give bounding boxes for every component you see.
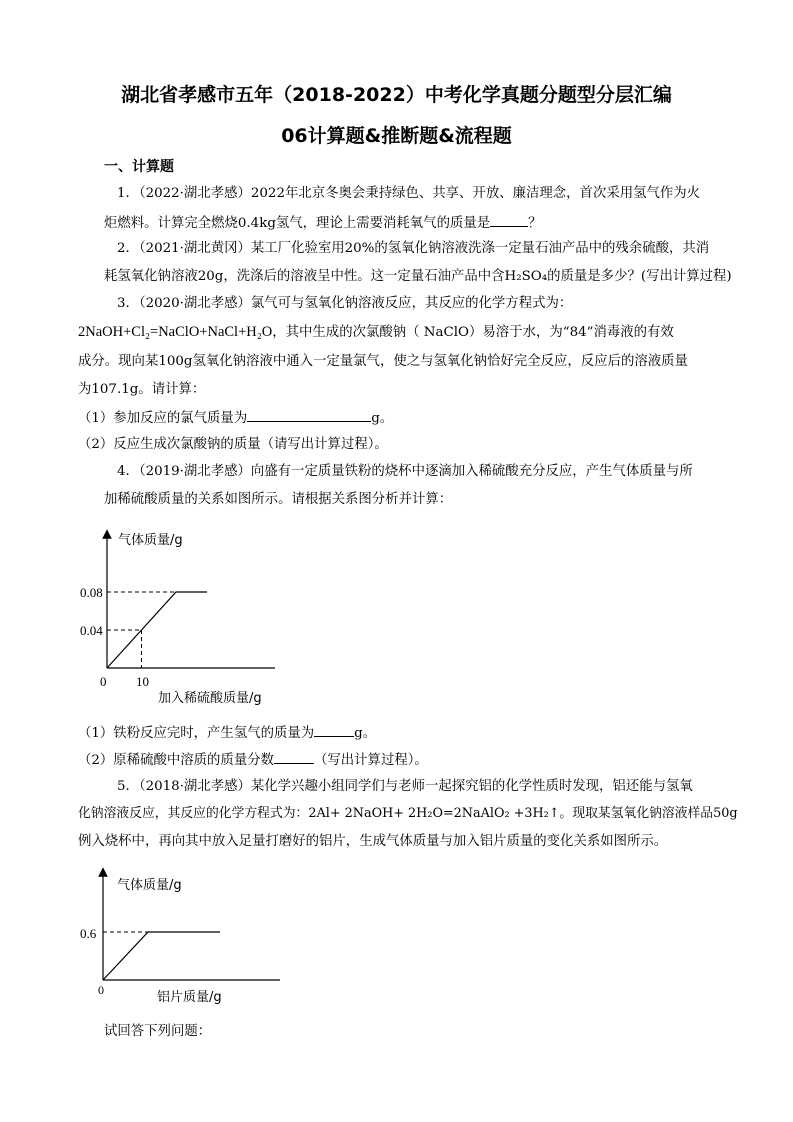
- q4-line1: 4．（2019·湖北孝感）向盛有一定质量铁粉的烧杯中逐滴加入稀硫酸充分反应，产生气体质量与所: [117, 464, 693, 479]
- q4-sub1: [78, 722, 376, 744]
- q2-line1: 2．（2021·湖北黄冈）某工厂化验室用20%的氢氧化钠溶液洗涤一定量石油产品中的残余硫酸，共消: [117, 241, 710, 256]
- chart-iron-acid: [70, 520, 330, 720]
- chart1-origin: 0: [100, 674, 107, 689]
- chart-aluminum: [70, 860, 330, 1010]
- chart2-y-tick-06: 0.6: [80, 926, 97, 941]
- q5-line2: 化钠溶液反应，其反应的化学方程式为：2Al+ 2NaOH+ 2H₂O=2NaAlO₂ +3H₂↑。现取某氢氧化钠溶液样品50g: [78, 806, 738, 821]
- document-subtitle: 06计算题&推断题&流程题: [281, 125, 512, 147]
- q4-line2: 加稀硫酸质量的关系如图所示。请根据关系图分析并计算：: [104, 492, 453, 507]
- chart2-origin: 0: [98, 983, 104, 997]
- chart1-x-label: 加入稀硫酸质量/g: [158, 691, 262, 706]
- chart2-y-label: 气体质量/g: [117, 878, 182, 893]
- chart2-series-line: [103, 932, 220, 980]
- q3-line4: 为107.1g。请计算：: [78, 382, 206, 397]
- q4-sub2-text: （2）原稀硫酸中溶质的质量分数: [78, 753, 274, 768]
- q3-sub1-text: （1）参加反应的氯气质量为: [78, 411, 248, 426]
- q3-line2: [78, 322, 674, 343]
- document-title: 湖北省孝感市五年（2018-2022）中考化学真题分题型分层汇编: [121, 84, 672, 106]
- chart1-x-tick-10: 10: [136, 674, 149, 689]
- q3-sub1-unit: g。: [371, 411, 394, 426]
- q4-sub2: [78, 749, 428, 771]
- chart1-y-tick-004: 0.04: [80, 623, 103, 638]
- q3-line1: 3．（2020·湖北孝感）氯气可与氢氧化钠溶液反应，其反应的化学方程式为：: [117, 296, 573, 311]
- q1-answer-blank[interactable]: [490, 212, 528, 227]
- q1-line1: 1．（2022·湖北孝感）2022年北京冬奥会秉持绿色、共享、开放、廉洁理念，首次采用氢气作为火: [117, 186, 701, 201]
- q1-text-end: ？: [528, 216, 542, 231]
- q1-text: 炬燃料。计算完全燃烧0.4kg氢气，理论上需要消耗氧气的质量是: [104, 216, 491, 231]
- q5-closing: 试回答下列问题：: [104, 1024, 212, 1039]
- chart2-x-label: 铝片质量/g: [157, 990, 222, 1005]
- q4-sub2-end: （写出计算过程）。: [314, 753, 428, 768]
- q3-line3: 成分。现向某100g氢氧化钠溶液中通入一定量氯气，使之与氢氧化钠恰好完全反应，反应后的溶液质量: [78, 354, 688, 369]
- chart1-axes: [107, 534, 275, 668]
- q2-line2: 耗氢氧化钠溶液20g，洗涤后的溶液呈中性。这一定量石油产品中含H₂SO₄的质量是多少？(写出计算过程): [104, 269, 732, 284]
- q4-sub1-blank[interactable]: [314, 722, 354, 737]
- q3-sub1: [78, 407, 393, 429]
- section-heading: 一、计算题: [104, 159, 174, 175]
- q3-equation: 2NaOH+Cl₂=NaClO+NaCl+H₂O: [78, 324, 273, 340]
- q3-line2-text: ，其中生成的次氯酸钠（ NaClO）易溶于水，为“84”消毒液的有效: [272, 325, 674, 340]
- q1-line2: [104, 212, 542, 234]
- q5-line3: 例入烧杯中，再向其中放入足量打磨好的铝片，生成气体质量与加入铝片质量的变化关系如图所示。: [78, 834, 668, 849]
- q4-sub1-text: （1）铁粉反应完时，产生氢气的质量为: [78, 726, 315, 741]
- q4-sub2-blank[interactable]: [274, 749, 314, 764]
- chart1-y-label: 气体质量/g: [118, 533, 183, 548]
- q3-sub2: （2）反应生成次氯酸钠的质量（请写出计算过程）。: [78, 437, 388, 452]
- q4-sub1-unit: g。: [354, 726, 377, 741]
- q5-line1: 5．（2018·湖北孝感）某化学兴趣小组同学们与老师一起探究铝的化学性质时发现，铝还能与氢氧: [117, 779, 693, 794]
- chart1-y-tick-008: 0.08: [80, 585, 103, 600]
- q3-sub1-blank[interactable]: [247, 407, 371, 422]
